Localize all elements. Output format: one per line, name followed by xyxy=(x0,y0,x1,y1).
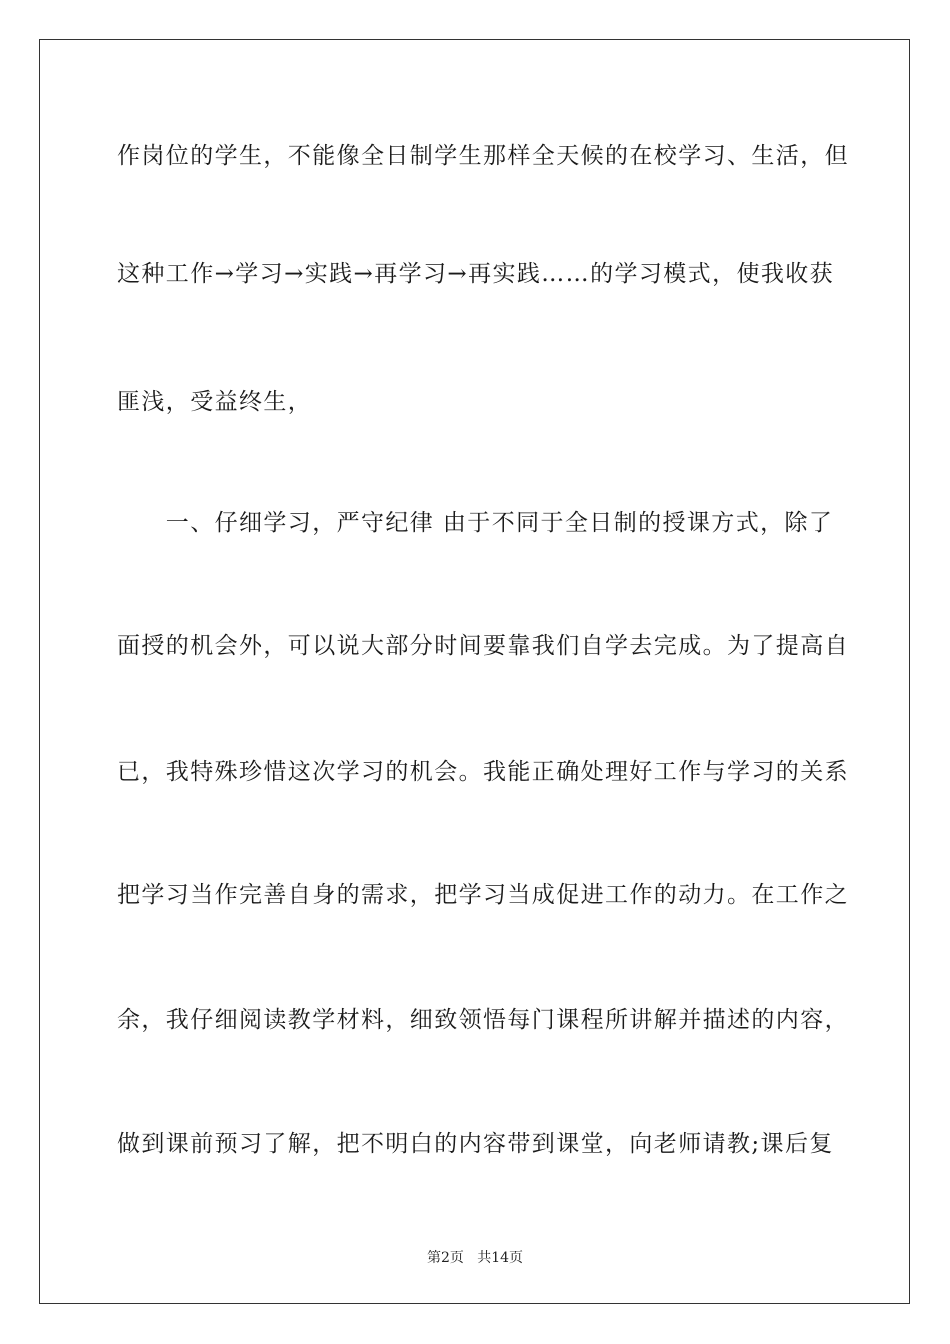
body-line-9: 做到课前预习了解，把不明白的内容带到课堂，向老师请教;课后复 xyxy=(117,1131,834,1157)
body-line-4-section-heading: 一、仔细学习，严守纪律 由于不同于全日制的授课方式，除了 xyxy=(117,510,834,536)
body-line-3: 匪浅，受益终生， xyxy=(117,389,313,415)
body-line-6: 已，我特殊珍惜这次学习的机会。我能正确处理好工作与学习的关系 xyxy=(117,759,849,785)
body-line-5: 面授的机会外，可以说大部分时间要靠我们自学去完成。为了提高自 xyxy=(117,633,849,659)
body-line-1: 作岗位的学生，不能像全日制学生那样全天候的在校学习、生活，但 xyxy=(117,143,849,169)
page-frame xyxy=(39,39,910,1304)
body-line-7: 把学习当作完善自身的需求，把学习当成促进工作的动力。在工作之 xyxy=(117,882,849,908)
page-number-footer: 第2页 共14页 xyxy=(426,1250,524,1266)
body-line-8: 余，我仔细阅读教学材料，细致领悟每门课程所讲解并描述的内容， xyxy=(117,1007,849,1033)
body-line-2: 这种工作→学习→实践→再学习→再实践……的学习模式，使我收获 xyxy=(117,261,835,287)
